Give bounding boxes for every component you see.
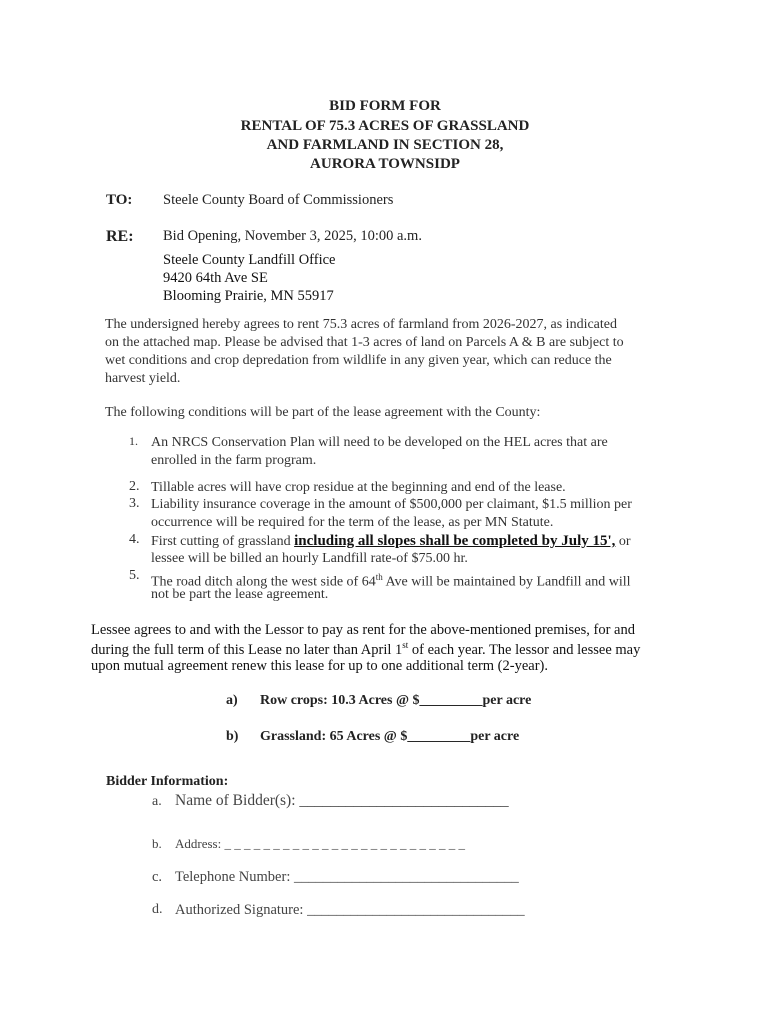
condition-text-post: Ave will be maintained by Landfill and will	[382, 574, 631, 590]
condition-text-post: or	[615, 534, 631, 549]
grassland-rate-field[interactable]: Grassland: 65 Acres @ $_________per acre	[260, 729, 520, 744]
lessee-superscript: st	[402, 640, 409, 650]
condition-number: 2.	[129, 479, 140, 494]
row-crops-rate-field[interactable]: Row crops: 10.3 Acres @ $_________per acre	[260, 693, 532, 708]
title-line-3: AND FARMLAND IN SECTION 28,	[266, 137, 504, 153]
condition-emphasis: including all slopes shall be completed by July 15',	[294, 533, 616, 549]
condition-text-cont: occurrence will be required for the term of the lease, as per MN Statute.	[151, 515, 554, 530]
bidder-address-field[interactable]: Address: _ _ _ _ _ _ _ _ _ _ _ _ _ _ _ _ _ _ _ _ _ _ _ _ _	[175, 836, 465, 851]
lessee-line-2	[91, 640, 640, 659]
condition-text-cont: enrolled in the farm program.	[151, 453, 317, 468]
condition-text: Tillable acres will have crop residue at the beginning and end of the lease.	[151, 480, 566, 495]
address-line-2: 9420 64th Ave SE	[163, 270, 268, 286]
condition-text-pre: First cutting of grassland	[151, 534, 295, 549]
bidder-field-letter: a.	[152, 794, 162, 809]
bidder-name-field[interactable]: Name of Bidder(s): ___________________________	[175, 792, 509, 809]
intro-line-2: on the attached map. Please be advised that 1-3 acres of land on Parcels A & B are subject to	[105, 335, 624, 350]
condition-number: 3.	[129, 496, 140, 511]
bidder-field-letter: c.	[152, 869, 163, 885]
address-line-1: Steele County Landfill Office	[163, 252, 336, 268]
title-line-4: AURORA TOWNSIDP	[310, 156, 460, 172]
address-line-3: Blooming Prairie, MN 55917	[163, 288, 334, 304]
condition-number: 1.	[129, 434, 138, 448]
bidder-heading: Bidder Information:	[106, 774, 229, 789]
condition-text: An NRCS Conservation Plan will need to be developed on the HEL acres that are	[151, 435, 608, 450]
bidder-telephone-field[interactable]: Telephone Number: _______________________________	[175, 869, 519, 885]
bidder-signature-field[interactable]: Authorized Signature: ______________________________	[175, 902, 525, 918]
condition-text-cont: not be part the lease agreement.	[151, 587, 329, 602]
condition-number: 4.	[129, 532, 140, 547]
condition-number: 5.	[129, 568, 140, 583]
lessee-line-2-post: of each year. The lessor and lessee may	[408, 641, 641, 658]
conditions-intro: The following conditions will be part of the lease agreement with the County:	[105, 405, 541, 420]
to-value: Steele County Board of Commissioners	[163, 192, 394, 208]
condition-text-pre: The road ditch along the west side of 64	[151, 574, 376, 590]
re-label: RE:	[106, 228, 134, 245]
rate-letter: a)	[226, 693, 238, 708]
title-line-1: BID FORM FOR	[329, 98, 441, 114]
condition-text	[151, 532, 631, 551]
condition-superscript: th	[375, 572, 383, 582]
re-value: Bid Opening, November 3, 2025, 10:00 a.m.	[163, 228, 422, 244]
intro-line-4: harvest yield.	[105, 371, 181, 386]
bidder-field-letter: d.	[152, 902, 163, 917]
intro-line-3: wet conditions and crop depredation from wildlife in any given year, which can reduce the	[105, 353, 612, 368]
bidder-field-letter: b.	[152, 836, 162, 851]
condition-text-cont: lessee will be billed an hourly Landfill rate-of $75.00 hr.	[151, 551, 468, 566]
lessee-line-2-pre: during the full term of this Lease no later than April 1	[91, 641, 403, 658]
to-label: TO:	[106, 192, 133, 208]
intro-line-1: The undersigned hereby agrees to rent 75.3 acres of farmland from 2026-2027, as indicated	[105, 317, 617, 332]
title-line-2: RENTAL OF 75.3 ACRES OF GRASSLAND	[240, 118, 530, 134]
condition-text: Liability insurance coverage in the amount of $500,000 per claimant, $1.5 million per	[151, 497, 632, 512]
lessee-line-3: upon mutual agreement renew this lease for up to one additional term (2-year).	[91, 658, 548, 674]
lessee-line-1: Lessee agrees to and with the Lessor to pay as rent for the above-mentioned premises, for and	[91, 622, 635, 638]
rate-letter: b)	[226, 729, 239, 744]
